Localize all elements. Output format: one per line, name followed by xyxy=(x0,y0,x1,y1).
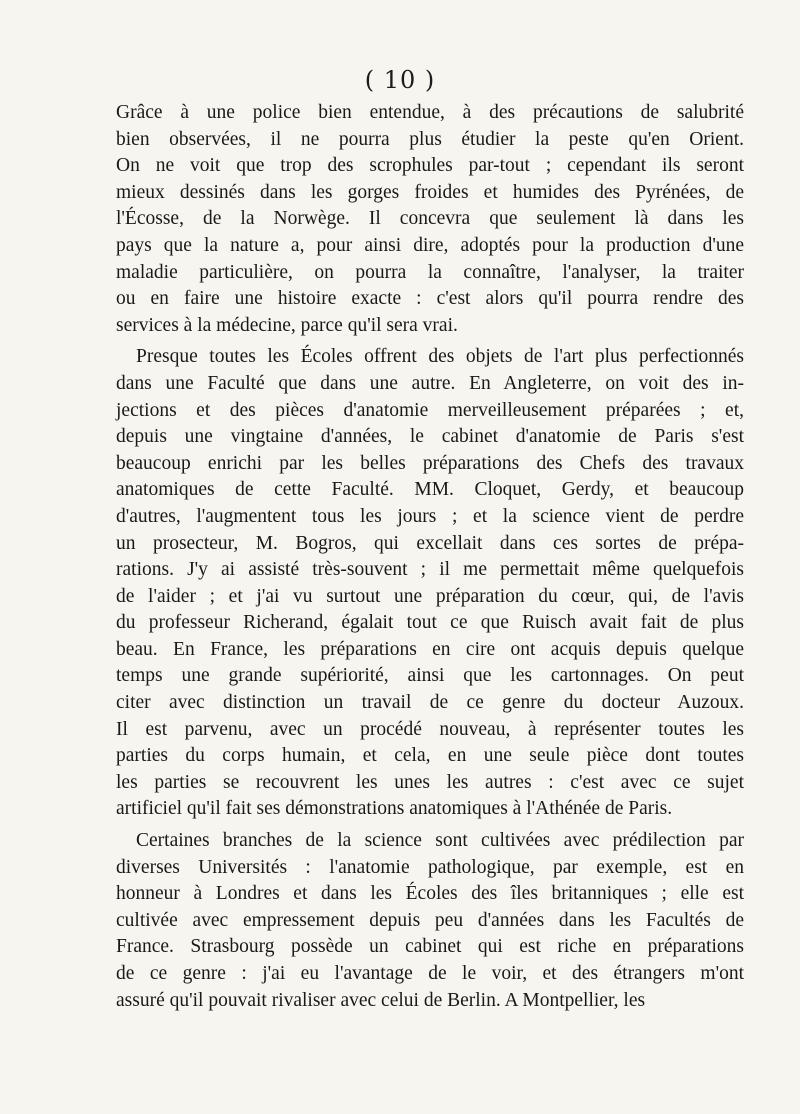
text-line: de ce genre : j'ai eu l'avantage de le voir, et des étrangers m'ont xyxy=(116,963,744,984)
text-line: Il est parvenu, avec un procédé nouveau, à représenter toutes les xyxy=(116,718,744,740)
paragraph xyxy=(116,344,744,823)
text-line: depuis une vingtaine d'années, le cabinet d'anatomie de Paris s'est xyxy=(116,426,744,448)
text-line: un prosecteur, M. Bogros, qui excellait dans ces sortes de prépa- xyxy=(116,532,744,554)
text-line: Certaines branches de la science sont cultivées avec prédilection par xyxy=(136,830,744,852)
text-line: jections et des pièces d'anatomie merveilleusement préparées ; et, xyxy=(116,399,744,421)
text-line: du professeur Richerand, égalait tout ce que Ruisch avait fait de plus xyxy=(116,612,744,634)
text-line: maladie particulière, on pourra la connaître, l'analyser, la traiter xyxy=(116,261,744,283)
text-line: ou en faire une histoire exacte : c'est alors qu'il pourra rendre des xyxy=(116,288,744,310)
text-line: France. Strasbourg possède un cabinet qui est riche en préparations xyxy=(116,936,744,958)
text-line: de l'aider ; et j'ai vu surtout une préparation du cœur, qui, de l'avis xyxy=(116,585,744,607)
text-line: honneur à Londres et dans les Écoles des îles britanniques ; elle est xyxy=(116,883,744,905)
text-line: parties du corps humain, et cela, en une seule pièce dont toutes xyxy=(116,745,744,767)
text-line: citer avec distinction un travail de ce genre du docteur Auzoux. xyxy=(116,692,744,714)
text-line: beaucoup enrichi par les belles préparations des Chefs des travaux xyxy=(116,452,744,474)
text-line: beau. En France, les préparations en cire ont acquis depuis quelque xyxy=(116,638,744,660)
text-line: bien observées, il ne pourra plus étudier la peste qu'en Orient. xyxy=(116,128,744,150)
text-line: l'Écosse, de la Norwège. Il concevra que seulement là dans les xyxy=(116,208,744,230)
text-line: Presque toutes les Écoles offrent des objets de l'art plus perfectionnés xyxy=(136,346,744,368)
text-line: les parties se recouvrent les unes les autres : c'est avec ce sujet xyxy=(116,771,744,793)
text-line: artificiel qu'il fait ses démonstrations anatomiques à l'Athénée de Paris. xyxy=(116,798,673,820)
text-line: pays que la nature a, pour ainsi dire, adoptés pour la production d'une xyxy=(116,234,744,256)
text-line: dans une Faculté que dans une autre. En Angleterre, on voit des in- xyxy=(116,372,744,394)
text-line: d'autres, l'augmentent tous les jours ; et la science vient de perdre xyxy=(116,505,744,527)
text-line: anatomiques de cette Faculté. MM. Cloquet, Gerdy, et beaucoup xyxy=(116,479,744,501)
text-line: On ne voit que trop des scrophules par-tout ; cependant ils seront xyxy=(116,155,744,177)
text-line: services à la médecine, parce qu'il sera vrai. xyxy=(116,314,458,336)
text-line: mieux dessinés dans les gorges froides et humides des Pyrénées, de xyxy=(116,181,744,203)
text-line: cultivée avec empressement depuis peu d'années dans les Facultés de xyxy=(116,909,744,931)
text-line: diverses Universités : l'anatomie pathologique, par exemple, est en xyxy=(116,856,744,878)
text-line: temps une grande supériorité, ainsi que les cartonnages. On peut xyxy=(116,665,744,687)
text-line: assuré qu'il pouvait rivaliser avec celui de Berlin. A Montpellier, les xyxy=(116,989,646,1011)
text-line: Grâce à une police bien entendue, à des précautions de salubrité xyxy=(116,102,744,123)
page-number: ( 10 ) xyxy=(364,66,436,94)
paragraph xyxy=(116,828,744,1014)
text-line: rations. J'y ai assisté très-souvent ; il me permettait même quelquefois xyxy=(116,559,744,581)
paragraph xyxy=(116,100,744,339)
body-text xyxy=(116,100,744,1019)
